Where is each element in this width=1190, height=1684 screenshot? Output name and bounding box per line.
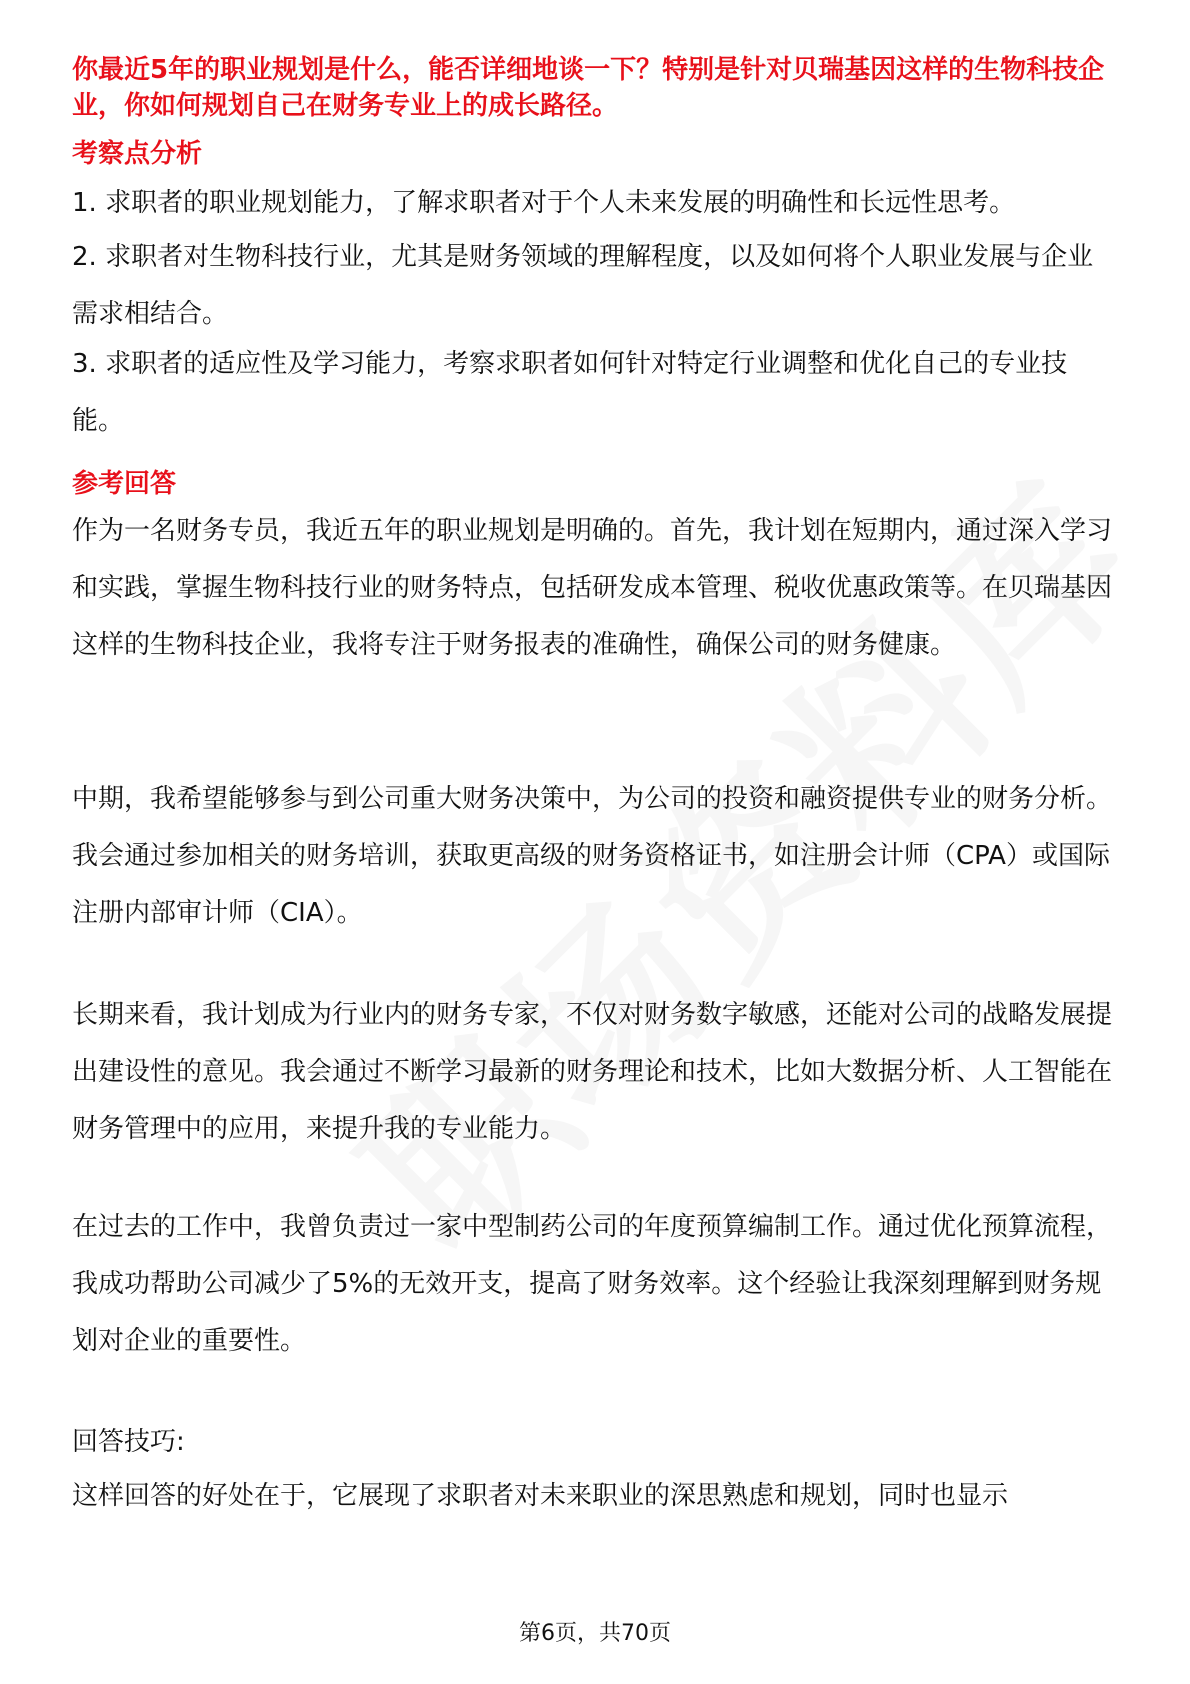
answer-paragraph: 长期来看，我计划成为行业内的财务专家，不仅对财务数字敏感，还能对公司的战略发展提出建设性的意见。我会通过不断学习最新的财务理论和技术，比如大数据分析、人工智能在财务管理中的应用，来提升我的专业能力。: [72, 1000, 1113, 1144]
analysis-point: 2. 求职者对生物科技行业，尤其是财务领域的理解程度，以及如何将个人职业发展与企业需求相结合。: [72, 242, 1094, 329]
analysis-point: 1. 求职者的职业规划能力，了解求职者对于个人未来发展的明确性和长远性思考。: [72, 188, 1016, 218]
answer-title: 参考回答: [72, 469, 177, 499]
page-number-footer: 第6页，共70页: [519, 1621, 671, 1646]
question-heading: 你最近5年的职业规划是什么，能否详细地谈一下？特别是针对贝瑞基因这样的生物科技企业，你如何规划自己在财务专业上的成长路径。: [72, 55, 1105, 121]
answer-paragraph: 中期，我希望能够参与到公司重大财务决策中，为公司的投资和融资提供专业的财务分析。我会通过参加相关的财务培训，获取更高级的财务资格证书，如注册会计师（CPA）或国际注册内部审计师（CIA）。: [72, 784, 1113, 928]
analysis-title: 考察点分析: [72, 139, 203, 169]
tips-text: 这样回答的好处在于，它展现了求职者对未来职业的深思熟虑和规划，同时也显示: [72, 1481, 1009, 1511]
answer-paragraph: 作为一名财务专员，我近五年的职业规划是明确的。首先，我计划在短期内，通过深入学习和实践，掌握生物科技行业的财务特点，包括研发成本管理、税收优惠政策等。在贝瑞基因这样的生物科技企业，我将专注于财务报表的准确性，确保公司的财务健康。: [72, 516, 1113, 660]
answer-paragraph: 在过去的工作中，我曾负责过一家中型制药公司的年度预算编制工作。通过优化预算流程，我成功帮助公司减少了5%的无效开支，提高了财务效率。这个经验让我深刻理解到财务规划对企业的重要性。: [72, 1212, 1113, 1356]
tips-title: 回答技巧:: [72, 1427, 185, 1457]
analysis-point: 3. 求职者的适应性及学习能力，考察求职者如何针对特定行业调整和优化自己的专业技能。: [72, 349, 1068, 436]
